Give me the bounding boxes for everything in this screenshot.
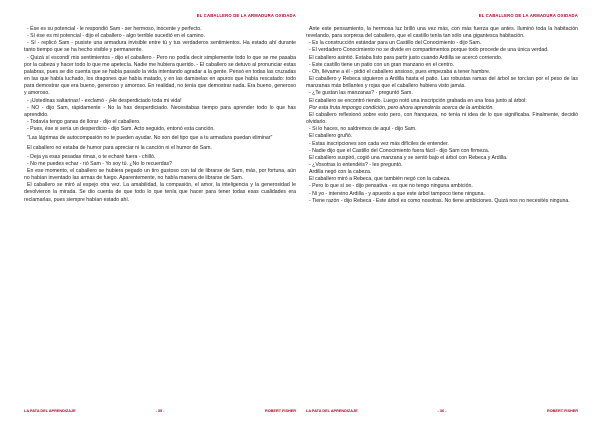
right-paragraph: - ¿Vosotras lo entendéis? - les preguntó.	[309, 161, 403, 168]
right-paragraph: - Nadie dijo que el Castillo del Conocimiento fuera fácil - dijo Sam con firmeza.	[309, 147, 490, 154]
left-paragraph: El caballero se miró al espejo otra vez. La amabilidad, la compasión, el amor, la inteligencia y la generosidad le devolvieron la mirada. Se dio cuenta de que todo lo que tenía que hacer para tener todas esas cualidades era reclamarlas, pues siempre habían estado ahí.	[24, 182, 296, 203]
left-paragraph: - ¡Ustedinas saltarinas! - exclamó - ¡He desperdiciado toda mi vida!	[27, 97, 182, 104]
right-footer-author: ROBERT FISHER	[546, 409, 578, 413]
right-footer-section: LA PATA DEL APRENDIZAJE	[306, 409, 358, 413]
right-page-number: - 36 -	[437, 409, 447, 413]
right-paragraph: El caballero y Rebeca siguieron a Ardilla hasta el patio. Las robustas ramas del árbol se torcían por el peso de las manzanas más brillantes y rojas que el caballero hubiera visto jamás.	[306, 76, 578, 90]
right-paragraph: - Ni yo - intervino Ardilla - y apuesto a que este árbol tampoco tiene ninguna.	[309, 190, 485, 197]
left-paragraph: - Deja ya esas pesadas rimas, o te echaré fuera - chilló.	[27, 153, 156, 160]
left-footer	[24, 409, 296, 415]
right-paragraph: El caballero asintió. Estaba listo para partir justo cuando Ardilla se acercó corriendo.	[309, 54, 503, 61]
left-footer-section: LA PATA DEL APRENDIZAJE	[24, 409, 76, 413]
left-page	[24, 0, 296, 424]
right-paragraph: Ardilla negó con la cabeza.	[309, 169, 372, 176]
right-paragraph: - El verdadero Conocimiento no se divide en compartimentos porque todo procede de una única verdad.	[309, 47, 549, 54]
right-paragraph: El caballero reflexionó sobre esto pero, con franqueza, no tenía ni idea de lo que significaba. Finalmente, decidió olvidarlo.	[306, 111, 578, 126]
left-paragraph: En ese momento, el caballero se hubiera pegado un tiro gustoso con tal de librarse de Sam, más, por fortuna, aún no habían inventado las armas de fuego. Aparentemente, no había manera de librarse de Sam.	[24, 167, 296, 182]
left-running-title: EL CABALLERO DE LA ARMADURA OXIDADA	[196, 13, 296, 18]
left-paragraph: - Pues, ése si sería un desperdicio - dijo Sam. Acto seguido, entonó esta canción.	[27, 126, 215, 133]
left-paragraph: - Todavía tengo ganas de llorar - dijo el caballero.	[27, 119, 141, 126]
right-paragraph: - Pero lo que sí se - dijo pensativa - es que no tengo ninguna ambición.	[309, 183, 473, 190]
right-running-title: EL CABALLERO DE LA ARMADURA OXIDADA	[478, 13, 578, 18]
right-footer	[306, 409, 578, 415]
right-paragraph: - Estas inscripciones son cada vez más difíciles de entender.	[309, 140, 449, 147]
left-paragraph: - No me puedes echar - rió Sam - Yo soy tú. ¿No lo recuerdas?	[27, 160, 173, 167]
right-paragraph: El caballero se encontró riendo. Luego notó una inscripción grabada en una losa junto al árbol:	[309, 97, 527, 104]
right-paragraph: Ante este pensamiento, la hermosa luz brilló una vez más, con más fuerza que antes. Iluminó toda la habitación revelando, para sorpresa del caballero, que el castillo tenía tan sólo una gigantesca habitación.	[306, 26, 578, 40]
left-song-quote: "Las lágrimas de autocompasión no te pueden ayudar. No son del tipo que a tu armadura puedan eliminar"	[27, 135, 273, 142]
right-paragraph: - Este castillo tiene un patio con un gran manzano en el centro.	[309, 61, 455, 68]
right-paragraph: - ¿Te gustan las manzanas? - preguntó Sam.	[309, 90, 413, 97]
left-paragraph: - Sí ése es mi potencial - dijo el caballero - algo terrible sucedió en el camino.	[27, 33, 205, 40]
right-paragraph: - Oh, llévame a él - pidió el caballero ansioso, pues empezaba a tener hambre.	[309, 68, 491, 75]
right-paragraph: El caballero suspiró, cogió una manzana y se sentó bajo el árbol con Rebeca y Ardilla.	[309, 154, 508, 161]
right-body-text	[306, 26, 578, 205]
left-body-text	[24, 26, 296, 204]
left-paragraph: El caballero no estaba de humor para apreciar ni la canción ni el humor de Sam.	[27, 144, 212, 151]
right-paragraph: - Es la construcción estándar para un Castillo del Conocimiento - dijo Sam.	[309, 40, 482, 47]
left-paragraph: - Ése es su potencial - le respondió Sam - ser hermoso, inocente y perfecto.	[27, 26, 202, 32]
left-footer-author: ROBERT FISHER	[264, 409, 296, 413]
right-paragraph: - Tiene razón - dijo Rebeca - Este árbol es como nosotras. No tiene ambiciones. Quizá nos no necesités ninguna.	[309, 197, 570, 204]
right-paragraph: El caballero gruñó.	[309, 133, 353, 140]
right-page	[306, 0, 578, 424]
right-inscription: Por esta fruta impongo condición, pero ahora aprenderás acerca de la ambición.	[309, 104, 494, 111]
left-paragraph: - Sí - replicó Sam - pusiste una armadura invisible entre tú y tus verdaderos sentimientos. Ha estado ahí durante tanto tiempo que se ha hecho visible y permanente.	[24, 40, 296, 54]
left-paragraph: - Quizá sí escondí mis sentimientos - dijo el caballero - Pero no podía decir simplemente todo lo que se me pasaba por la cabeza y hacer todo lo que me apetecía. Nadie me hubiera querido. - El caballero se detuvo al pronunciar estas palabras, pues se dio cuenta que se había pasado la vida intentando agradar a la gente. Pensó en todas las cruzadas en las que había luchado, los dragones que había matado, y en las damiselas en apuros que había rescatado: todo para demostrar que era bueno, generoso y amoroso. En realidad, no tenía que demostrar nada. Era bueno, generoso y amoroso.	[24, 54, 296, 97]
right-paragraph: El caballero miró a Rebeca, que también negó con la cabeza.	[309, 176, 451, 183]
right-paragraph: - Si lo haces, no saldremos de aquí - dijo Sam.	[309, 126, 417, 133]
left-paragraph: - NO - dijo Sam, rápidamente - No la has desperdiciado. Necesitabas tiempo para aprender todo lo que has aprendido.	[24, 104, 296, 118]
left-page-number: - 35 -	[155, 409, 165, 413]
